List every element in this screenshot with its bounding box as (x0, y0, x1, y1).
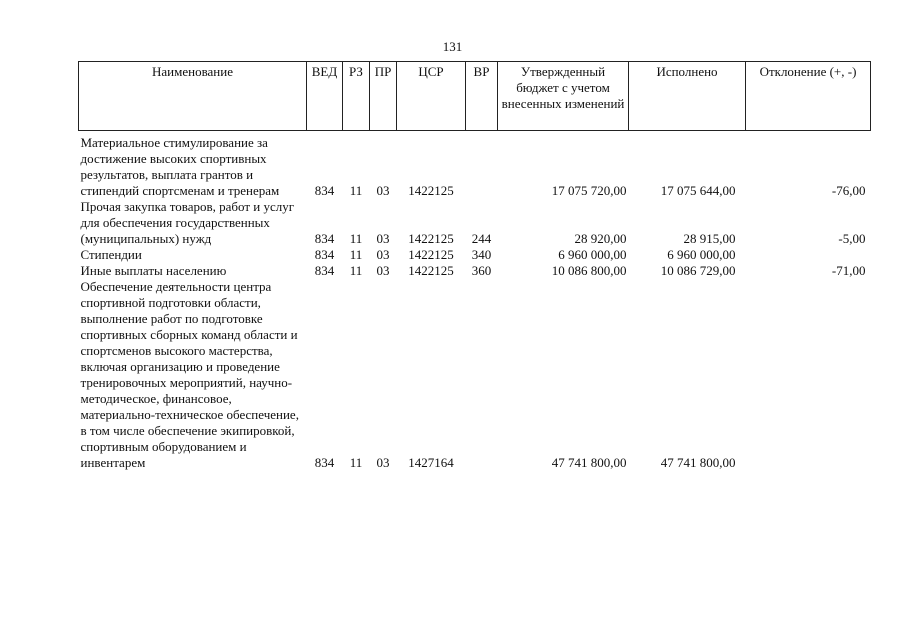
row-executed: 10 086 729,00 (660, 263, 736, 278)
table-row (79, 279, 871, 471)
row-pr: 03 (376, 231, 390, 246)
row-deviation: -71,00 (831, 263, 866, 278)
header-csr: ЦСР (397, 62, 466, 131)
row-ved: 834 (314, 247, 335, 262)
row-rz: 11 (349, 263, 363, 278)
header-executed: Исполнено (629, 62, 746, 131)
row-vr (466, 279, 498, 471)
table-header-row (79, 62, 871, 131)
row-budget: 47 741 800,00 (551, 455, 627, 470)
row-name: Иные выплаты населению (80, 263, 227, 278)
row-budget: 6 960 000,00 (558, 247, 627, 262)
row-name: Обеспечение деятельности центра спортивной подготовки области, выполнение работ по подготовке спортивных сборных команд области и спортсменов высокого мастерства, включая организацию и проведение тренировочных мероприятий, научно-методическое, финансовое, материально-техническое обеспечение, в том числе обеспечение экипировкой, спортивным оборудованием и инвентарем (80, 279, 299, 470)
row-pr: 03 (376, 455, 390, 470)
row-ved: 834 (314, 183, 335, 198)
row-ved: 834 (314, 231, 335, 246)
header-deviation: Отклонение (+, -) (746, 62, 871, 131)
row-pr: 03 (376, 183, 390, 198)
row-executed: 47 741 800,00 (660, 455, 736, 470)
row-name: Стипендии (80, 247, 142, 262)
table-row (79, 131, 871, 200)
row-executed: 17 075 644,00 (660, 183, 736, 198)
row-executed: 28 915,00 (683, 231, 736, 246)
row-deviation: -76,00 (831, 183, 866, 198)
budget-table (78, 61, 871, 471)
header-rz: РЗ (343, 62, 370, 131)
row-name: Материальное стимулирование за достижение высоких спортивных результатов, выплата грантов и стипендий спортсменам и тренерам (80, 135, 280, 198)
row-csr: 1422125 (408, 263, 454, 278)
header-pr: ПР (370, 62, 397, 131)
table-row (79, 247, 871, 263)
header-ved: ВЕД (307, 62, 343, 131)
row-rz: 11 (349, 231, 363, 246)
row-vr (466, 131, 498, 200)
page-number: 131 (442, 39, 463, 54)
row-rz: 11 (349, 455, 363, 470)
row-executed: 6 960 000,00 (667, 247, 736, 262)
row-csr: 1422125 (408, 183, 454, 198)
row-csr: 1427164 (408, 455, 454, 470)
header-budget: Утвержденный бюджет с учетом внесенных изменений (498, 62, 629, 131)
row-budget: 17 075 720,00 (551, 183, 627, 198)
row-deviation (746, 279, 871, 471)
row-pr: 03 (376, 247, 390, 262)
row-rz: 11 (349, 247, 363, 262)
row-vr: 340 (471, 247, 492, 262)
row-ved: 834 (314, 263, 335, 278)
row-csr: 1422125 (408, 247, 454, 262)
row-deviation: -5,00 (838, 231, 866, 246)
row-pr: 03 (376, 263, 390, 278)
row-budget: 10 086 800,00 (551, 263, 627, 278)
row-name: Прочая закупка товаров, работ и услуг для обеспечения государственных (муниципальных) нужд (80, 199, 295, 246)
table-row (79, 263, 871, 279)
row-rz: 11 (349, 183, 363, 198)
row-vr: 244 (471, 231, 492, 246)
header-name: Наименование (79, 62, 307, 131)
row-csr: 1422125 (408, 231, 454, 246)
row-vr: 360 (471, 263, 492, 278)
row-ved: 834 (314, 455, 335, 470)
row-deviation (746, 247, 871, 263)
header-vr: ВР (466, 62, 498, 131)
table-row (79, 199, 871, 247)
row-budget: 28 920,00 (574, 231, 627, 246)
